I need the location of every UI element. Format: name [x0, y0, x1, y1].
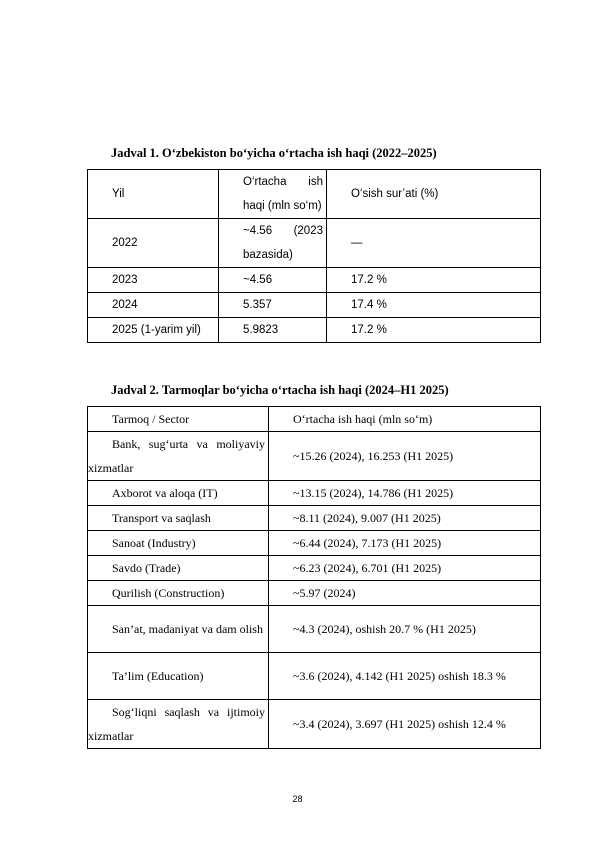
table-row — [88, 318, 541, 343]
table-row — [88, 432, 541, 481]
table-cell: Bank, sug‘urta va moliyaviy xizmatlar — [88, 432, 269, 481]
table-cell: Ta’lim (Education) — [88, 653, 269, 700]
table-cell: ~3.4 (2024), 3.697 (H1 2025) oshish 12.4 % — [269, 700, 541, 749]
table-cell: ~6.23 (2024), 6.701 (H1 2025) — [269, 556, 541, 581]
table-cell: — — [327, 219, 541, 268]
table-row — [88, 700, 541, 749]
table-cell: ~6.44 (2024), 7.173 (H1 2025) — [269, 531, 541, 556]
table-cell: 17.2 % — [327, 268, 541, 293]
table1-caption: Jadval 1. O‘zbekiston bo‘yicha o‘rtacha ish haqi (2022–2025) — [111, 146, 437, 160]
wage-by-sector-table — [87, 406, 541, 749]
table-cell: Savdo (Trade) — [88, 556, 269, 581]
table-cell: Axborot va aloqa (IT) — [88, 481, 269, 506]
table-cell: ~15.26 (2024), 16.253 (H1 2025) — [269, 432, 541, 481]
table-cell: Transport va saqlash — [88, 506, 269, 531]
table-cell: ~13.15 (2024), 14.786 (H1 2025) — [269, 481, 541, 506]
header-cell: O‘sish sur’ati (%) — [327, 170, 541, 219]
table-cell: ~3.6 (2024), 4.142 (H1 2025) oshish 18.3 % — [269, 653, 541, 700]
wage-by-year-table — [87, 169, 541, 343]
table-header-row — [88, 407, 541, 432]
table-cell: 2023 — [88, 268, 219, 293]
table-cell: 17.2 % — [327, 318, 541, 343]
table-row — [88, 506, 541, 531]
table-cell: Qurilish (Construction) — [88, 581, 269, 606]
table-cell: ~4.56 — [219, 268, 327, 293]
table-cell: 17.4 % — [327, 293, 541, 318]
header-cell: O‘rtacha ish haqi (mln so‘m) — [269, 407, 541, 432]
table-row — [88, 481, 541, 506]
table-header-row — [88, 170, 541, 219]
table-cell: ~4.56 (2023 bazasida) — [219, 219, 327, 268]
table-row — [88, 219, 541, 268]
table-row — [88, 556, 541, 581]
table-row — [88, 606, 541, 653]
header-cell: Yil — [88, 170, 219, 219]
table-row — [88, 268, 541, 293]
table-cell: Sanoat (Industry) — [88, 531, 269, 556]
table-row — [88, 653, 541, 700]
table2-caption: Jadval 2. Tarmoqlar bo‘yicha o‘rtacha ish haqi (2024–H1 2025) — [111, 383, 449, 397]
table-row — [88, 293, 541, 318]
table-cell: 2025 (1-yarim yil) — [88, 318, 219, 343]
table-cell: 2022 — [88, 219, 219, 268]
header-cell: O‘rtacha ish haqi (mln so‘m) — [219, 170, 327, 219]
table-cell: 2024 — [88, 293, 219, 318]
table-cell: San’at, madaniyat va dam olish — [88, 606, 269, 653]
table-cell: Sog‘liqni saqlash va ijtimoiy xizmatlar — [88, 700, 269, 749]
page-number: 28 — [292, 794, 303, 804]
table-row — [88, 531, 541, 556]
table-cell: ~8.11 (2024), 9.007 (H1 2025) — [269, 506, 541, 531]
header-cell: Tarmoq / Sector — [88, 407, 269, 432]
table-cell: 5.9823 — [219, 318, 327, 343]
table-cell: ~5.97 (2024) — [269, 581, 541, 606]
table-cell: ~4.3 (2024), oshish 20.7 % (H1 2025) — [269, 606, 541, 653]
table-cell: 5.357 — [219, 293, 327, 318]
table-row — [88, 581, 541, 606]
